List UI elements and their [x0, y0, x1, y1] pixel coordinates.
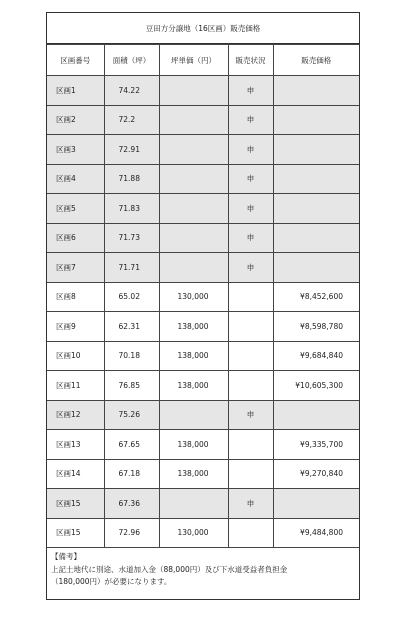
area-cell: 74.22 [104, 76, 159, 106]
unit-price-cell [159, 194, 228, 224]
col-header-status: 販売状況 [228, 45, 273, 76]
lot-cell: 区画13 [47, 430, 104, 460]
lot-cell: 区画2 [47, 105, 104, 135]
status-cell [228, 518, 273, 548]
table-row [47, 371, 359, 401]
table-row [47, 430, 359, 460]
table-row [47, 105, 359, 135]
area-cell: 71.83 [104, 194, 159, 224]
status-cell: 申 [228, 135, 273, 165]
price-cell [273, 76, 359, 106]
lot-cell: 区画10 [47, 341, 104, 371]
lot-cell: 区画1 [47, 76, 104, 106]
status-cell: 申 [228, 105, 273, 135]
table-row [47, 253, 359, 283]
lot-cell: 区画11 [47, 371, 104, 401]
price-cell [273, 489, 359, 519]
col-header-price: 販売価格 [273, 45, 359, 76]
area-cell: 72.91 [104, 135, 159, 165]
table-row [47, 459, 359, 489]
table-row [47, 135, 359, 165]
unit-price-cell: 130,000 [159, 282, 228, 312]
unit-price-cell: 130,000 [159, 518, 228, 548]
table-row [47, 194, 359, 224]
col-header-unit-price: 坪単価（円） [159, 45, 228, 76]
status-cell: 申 [228, 253, 273, 283]
table-row [47, 223, 359, 253]
table-row [47, 76, 359, 106]
sheet-title: 豆田方分譲地（16区画）販売価格 [47, 13, 359, 44]
lot-cell: 区画14 [47, 459, 104, 489]
area-cell: 65.02 [104, 282, 159, 312]
area-cell: 71.88 [104, 164, 159, 194]
notes-heading: 【備考】 [51, 552, 81, 561]
area-cell: 67.36 [104, 489, 159, 519]
price-table [47, 44, 359, 548]
col-header-lot: 区画番号 [47, 45, 104, 76]
table-row [47, 282, 359, 312]
area-cell: 67.65 [104, 430, 159, 460]
status-cell: 申 [228, 164, 273, 194]
area-cell: 70.18 [104, 341, 159, 371]
unit-price-cell [159, 164, 228, 194]
price-cell [273, 194, 359, 224]
lot-cell: 区画7 [47, 253, 104, 283]
table-row [47, 489, 359, 519]
unit-price-cell [159, 400, 228, 430]
area-cell: 76.85 [104, 371, 159, 401]
lot-cell: 区画3 [47, 135, 104, 165]
col-header-area: 面積（坪） [104, 45, 159, 76]
unit-price-cell: 138,000 [159, 312, 228, 342]
table-row [47, 312, 359, 342]
price-cell: ¥8,598,780 [273, 312, 359, 342]
status-cell: 申 [228, 400, 273, 430]
price-cell [273, 400, 359, 430]
price-cell [273, 105, 359, 135]
header-row [47, 45, 359, 76]
unit-price-cell [159, 105, 228, 135]
status-cell: 申 [228, 76, 273, 106]
status-cell [228, 341, 273, 371]
lot-cell: 区画12 [47, 400, 104, 430]
price-cell: ¥9,684,840 [273, 341, 359, 371]
notes-line-1: 上記土地代に別途、水道加入金（88,000円）及び下水道受益者負担金 [51, 564, 288, 574]
status-cell: 申 [228, 489, 273, 519]
lot-cell: 区画8 [47, 282, 104, 312]
status-cell: 申 [228, 194, 273, 224]
area-cell: 72.2 [104, 105, 159, 135]
notes [47, 548, 359, 589]
unit-price-cell: 138,000 [159, 371, 228, 401]
price-cell [273, 135, 359, 165]
status-cell: 申 [228, 223, 273, 253]
unit-price-cell [159, 76, 228, 106]
status-cell [228, 459, 273, 489]
status-cell [228, 312, 273, 342]
table-row [47, 164, 359, 194]
price-cell [273, 223, 359, 253]
unit-price-cell [159, 223, 228, 253]
unit-price-cell: 138,000 [159, 430, 228, 460]
lot-cell: 区画15 [47, 518, 104, 548]
table-row [47, 518, 359, 548]
unit-price-cell [159, 489, 228, 519]
lot-cell: 区画9 [47, 312, 104, 342]
unit-price-cell [159, 135, 228, 165]
area-cell: 72.96 [104, 518, 159, 548]
price-cell: ¥9,270,840 [273, 459, 359, 489]
price-cell [273, 164, 359, 194]
table-row [47, 400, 359, 430]
price-cell: ¥9,335,700 [273, 430, 359, 460]
table-row [47, 341, 359, 371]
price-cell [273, 253, 359, 283]
area-cell: 71.73 [104, 223, 159, 253]
price-cell: ¥8,452,600 [273, 282, 359, 312]
status-cell [228, 371, 273, 401]
status-cell [228, 430, 273, 460]
price-cell: ¥9,484,800 [273, 518, 359, 548]
lot-cell: 区画5 [47, 194, 104, 224]
unit-price-cell: 138,000 [159, 459, 228, 489]
lot-cell: 区画4 [47, 164, 104, 194]
area-cell: 62.31 [104, 312, 159, 342]
area-cell: 75.26 [104, 400, 159, 430]
lot-cell: 区画6 [47, 223, 104, 253]
status-cell [228, 282, 273, 312]
lot-cell: 区画15 [47, 489, 104, 519]
notes-line-2: （180,000円）が必要になります。 [51, 577, 172, 586]
unit-price-cell [159, 253, 228, 283]
area-cell: 71.71 [104, 253, 159, 283]
unit-price-cell: 138,000 [159, 341, 228, 371]
price-sheet [46, 12, 360, 600]
price-cell: ¥10,605,300 [273, 371, 359, 401]
area-cell: 67.18 [104, 459, 159, 489]
